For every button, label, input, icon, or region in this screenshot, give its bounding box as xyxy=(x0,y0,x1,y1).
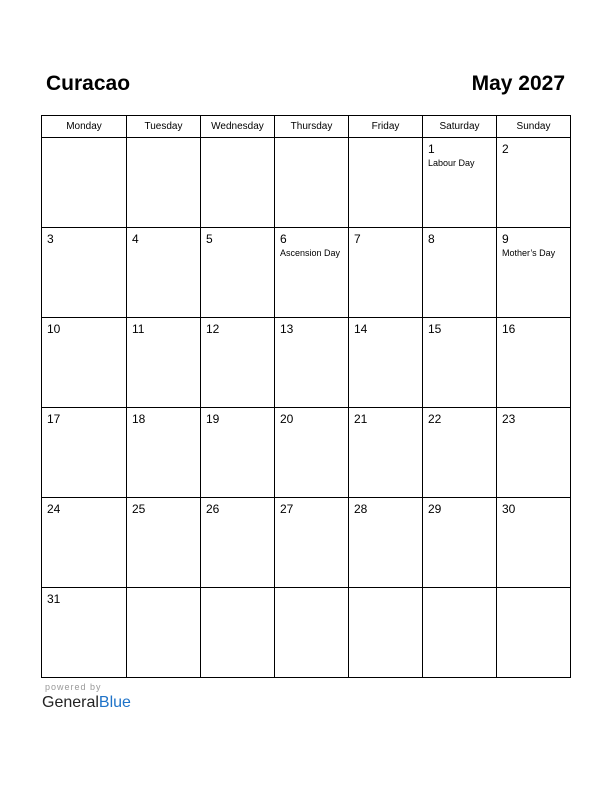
day-number xyxy=(201,138,274,142)
day-cell xyxy=(275,588,349,678)
holiday-label: Mother’s Day xyxy=(502,248,556,258)
day-cell xyxy=(423,408,497,498)
day-cell xyxy=(423,498,497,588)
weekday-wednesday: Wednesday xyxy=(201,116,275,138)
day-cell xyxy=(423,318,497,408)
day-cell xyxy=(42,588,127,678)
day-number: 15 xyxy=(428,322,442,336)
day-cell xyxy=(275,408,349,498)
day-cell xyxy=(42,138,127,228)
week-row xyxy=(42,498,571,588)
day-cell xyxy=(127,228,201,318)
day-cell xyxy=(349,228,423,318)
weekday-saturday: Saturday xyxy=(423,116,497,138)
day-number: 14 xyxy=(354,322,368,336)
day-number xyxy=(349,138,422,142)
day-cell xyxy=(497,228,571,318)
day-number: 12 xyxy=(206,322,220,336)
day-number: 25 xyxy=(132,502,146,516)
day-number: 31 xyxy=(47,592,61,606)
day-number: 22 xyxy=(428,412,442,426)
day-number xyxy=(497,588,570,592)
day-number: 16 xyxy=(502,322,516,336)
day-number: 30 xyxy=(502,502,516,516)
day-cell xyxy=(497,138,571,228)
day-cell xyxy=(42,228,127,318)
day-cell xyxy=(201,138,275,228)
day-number: 3 xyxy=(47,232,54,246)
day-number: 20 xyxy=(280,412,294,426)
day-number: 8 xyxy=(428,232,435,246)
day-number: 4 xyxy=(132,232,139,246)
day-cell xyxy=(275,138,349,228)
week-row xyxy=(42,408,571,498)
day-number: 28 xyxy=(354,502,368,516)
day-cell xyxy=(275,498,349,588)
day-number: 24 xyxy=(47,502,61,516)
day-number: 7 xyxy=(354,232,361,246)
day-cell xyxy=(127,408,201,498)
day-cell xyxy=(201,228,275,318)
weekday-sunday: Sunday xyxy=(497,116,571,138)
holiday-label: Ascension Day xyxy=(280,248,341,258)
day-cell xyxy=(42,318,127,408)
week-row xyxy=(42,588,571,678)
day-number xyxy=(201,588,274,592)
day-cell xyxy=(127,138,201,228)
day-cell xyxy=(349,588,423,678)
day-number xyxy=(127,138,200,142)
day-cell xyxy=(349,498,423,588)
day-number: 9 xyxy=(502,232,509,246)
generalblue-logo xyxy=(42,694,131,712)
week-row xyxy=(42,228,571,318)
day-cell xyxy=(423,588,497,678)
weekday-thursday: Thursday xyxy=(275,116,349,138)
country-title: Curacao xyxy=(46,72,131,95)
day-number xyxy=(349,588,422,592)
day-number: 27 xyxy=(280,502,294,516)
day-cell xyxy=(423,138,497,228)
day-number xyxy=(275,588,348,592)
day-number: 19 xyxy=(206,412,220,426)
week-row xyxy=(42,138,571,228)
day-cell xyxy=(201,318,275,408)
day-cell xyxy=(275,228,349,318)
day-cell xyxy=(127,588,201,678)
day-number: 13 xyxy=(280,322,294,336)
day-number: 26 xyxy=(206,502,220,516)
day-number: 17 xyxy=(47,412,61,426)
day-number xyxy=(275,138,348,142)
day-cell xyxy=(349,318,423,408)
day-cell xyxy=(349,138,423,228)
day-cell xyxy=(497,588,571,678)
weekday-tuesday: Tuesday xyxy=(127,116,201,138)
day-cell xyxy=(42,498,127,588)
day-number: 18 xyxy=(132,412,146,426)
day-number: 2 xyxy=(502,142,509,156)
powered-by-label: powered by xyxy=(45,682,102,692)
day-number: 29 xyxy=(428,502,442,516)
day-cell xyxy=(497,408,571,498)
brand-blue-text: Blue xyxy=(98,694,131,711)
day-cell xyxy=(423,228,497,318)
day-number xyxy=(42,138,126,142)
week-row xyxy=(42,318,571,408)
day-cell xyxy=(497,498,571,588)
day-number xyxy=(127,588,200,592)
day-number xyxy=(423,588,496,592)
month-year-title: May 2027 xyxy=(471,72,565,95)
day-cell xyxy=(42,408,127,498)
day-number: 11 xyxy=(132,322,145,336)
day-cell xyxy=(349,408,423,498)
day-cell xyxy=(201,588,275,678)
weekday-monday: Monday xyxy=(42,116,127,138)
weekday-header-row xyxy=(42,116,571,138)
calendar-grid xyxy=(41,115,571,678)
day-number: 10 xyxy=(47,322,61,336)
weekday-friday: Friday xyxy=(349,116,423,138)
day-cell xyxy=(201,498,275,588)
day-number: 23 xyxy=(502,412,516,426)
day-number: 1 xyxy=(428,142,435,156)
day-cell xyxy=(497,318,571,408)
holiday-label: Labour Day xyxy=(428,158,475,168)
day-number: 21 xyxy=(354,412,368,426)
day-cell xyxy=(127,498,201,588)
day-cell xyxy=(127,318,201,408)
day-number: 5 xyxy=(206,232,213,246)
brand-general-text: General xyxy=(42,694,99,711)
day-number: 6 xyxy=(280,232,287,246)
day-cell xyxy=(275,318,349,408)
day-cell xyxy=(201,408,275,498)
